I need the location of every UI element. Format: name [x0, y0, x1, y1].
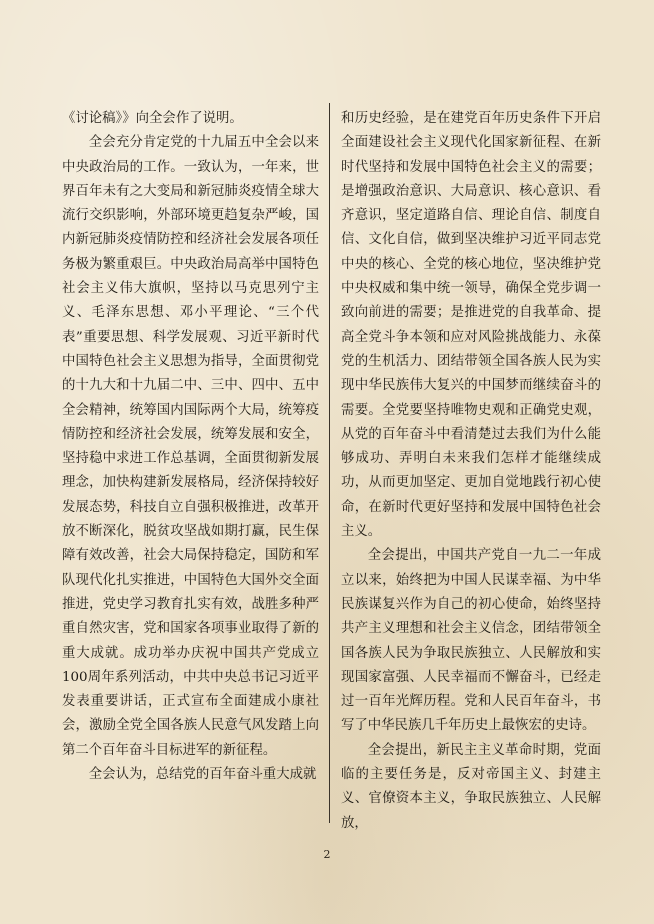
- paragraph: 《讨论稿》》向全会作了说明。: [62, 111, 243, 126]
- paragraph: 和历史经验，是在建党百年历史条件下开启全面建设社会主义现代化国家新征程、在新时代坚持和发展中国特色社会主义的需要；是增强政治意识、大局意识、核心意识、看齐意识，坚定道路自信、理论自信、制度自信、文化自信，做到坚决维护习近平同志党中央的核心、全党的核心地位，坚决维护党中央权威和集中统一领导，确保全党步调一致向前进的需要；是推进党的自我革命、提高全党斗争本领和应对风险挑战能力、永葆党的生机活力、团结带领全国各族人民为实现中华民族伟大复兴的中国梦而继续奋斗的需要。全党要坚持唯物史观和正确党史观，从党的百年奋斗中看清楚过去我们为什么能够成功、弄明白未来我们怎样才能继续成功，从而更加坚定、更加自觉地践行初心使命，在新时代更好坚持和发展中国特色社会主义。: [341, 111, 601, 540]
- paragraph: 全会提出，新民主主义革命时期，党面临的主要任务是，反对帝国主义、封建主义、官僚资本主义，争取民族独立、人民解放，: [341, 742, 601, 831]
- paragraph: 全会认为，总结党的百年奋斗重大成就: [88, 767, 317, 783]
- right-column: [341, 107, 601, 836]
- left-column: [62, 107, 319, 787]
- column-divider: [329, 103, 330, 823]
- paragraph: 全会充分肯定党的十九届五中全会以来中央政治局的工作。一致认为，一年来，世界百年未有之大变局和新冠肺炎疫情全球大流行交织影响，外部环境更趋复杂严峻，国内新冠肺炎疫情防控和经济社会发展各项任务极为繁重艰巨。中央政治局高举中国特色社会主义伟大旗帜，坚持以马克思列宁主义、毛泽东思想、邓小平理论、“三个代表”重要思想、科学发展观、习近平新时代中国特色社会主义思想为指导，全面贯彻党的十九大和十九届二中、三中、四中、五中全会精神，统筹国内国际两个大局，统筹疫情防控和经济社会发展，统筹发展和安全，坚持稳中求进工作总基调，全面贯彻新发展理念，加快构建新发展格局，经济保持较好发展态势，科技自立自强积极推进，改革开放不断深化，脱贫攻坚战如期打赢，民生保障有效改善，社会大局保持稳定，国防和军队现代化扎实推进，中国特色大国外交全面推进，党史学习教育扎实有效，战胜多种严重自然灾害，党和国家各项事业取得了新的重大成就。成功举办庆祝中国共产党成立100周年系列活动，中共中央总书记习近平发表重要讲话，正式宣布全面建成小康社会，激励全党全国各族人民意气风发踏上向第二个百年奋斗目标进军的新征程。: [62, 135, 319, 758]
- page-number: 2: [323, 848, 331, 861]
- paragraph: 全会提出，中国共产党自一九二一年成立以来，始终把为中国人民谋幸福、为中华民族谋复兴作为自己的初心使命，始终坚持共产主义理想和社会主义信念，团结带领全国各族人民为争取民族独立、人民解放和实现国家富强、人民幸福而不懈奋斗，已经走过一百年光辉历程。党和人民百年奋斗，书写了中华民族几千年历史上最恢宏的史诗。: [341, 548, 601, 734]
